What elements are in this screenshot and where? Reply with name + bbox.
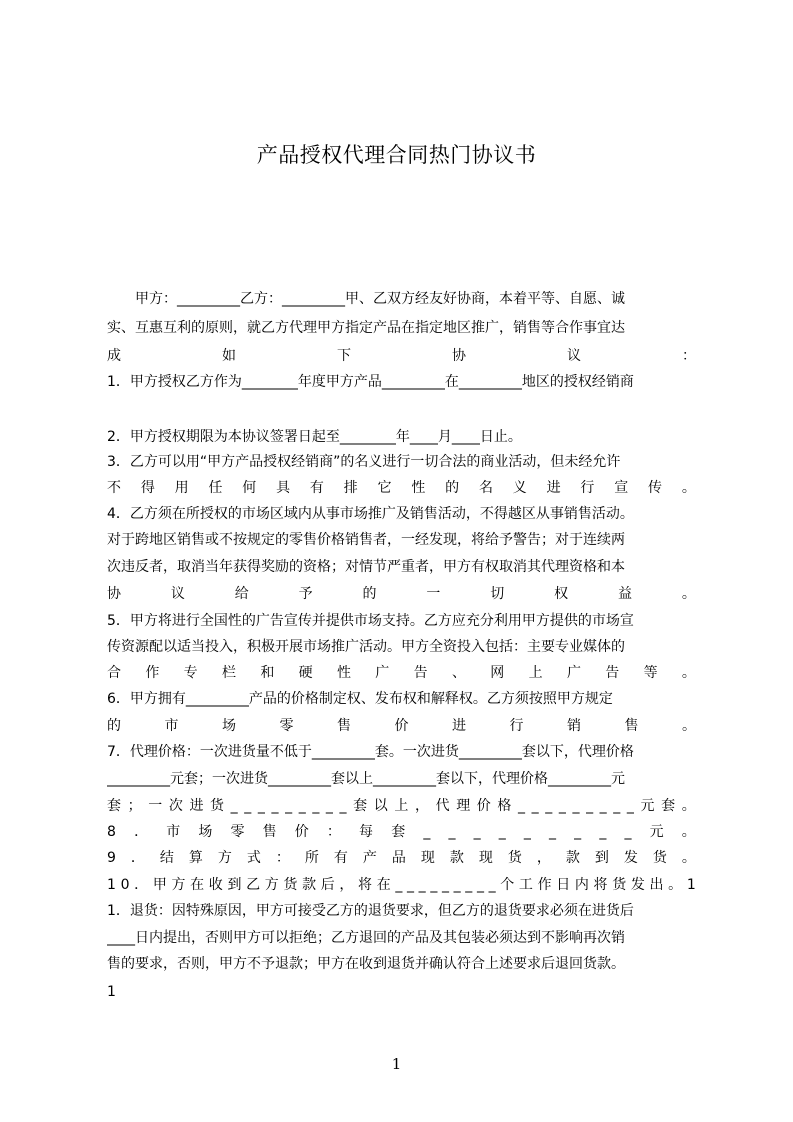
justified-char: _ <box>230 798 238 814</box>
justified-char: 货 <box>283 877 298 893</box>
justified-char: 一 <box>148 798 163 814</box>
justified-char: 每 <box>359 824 374 840</box>
justified-char: 款 <box>449 850 464 866</box>
justified-char: 结 <box>159 850 174 866</box>
justified-char: _ <box>574 824 582 840</box>
body-line-justified <box>107 581 696 607</box>
justified-char: 进 <box>189 798 204 814</box>
justified-char: 性 <box>411 480 426 496</box>
page-number: 1 <box>391 1055 402 1073</box>
justified-char: 硬 <box>298 665 313 681</box>
justified-char: 现 <box>478 850 493 866</box>
body-line: 1 <box>107 984 116 1000</box>
justified-char: 作 <box>145 665 160 681</box>
justified-char: _ <box>498 824 506 840</box>
justified-char: _ <box>465 877 473 893</box>
justified-char: ： <box>275 850 290 866</box>
justified-char: 销 <box>567 718 581 734</box>
justified-char: 告 <box>605 665 620 681</box>
justified-char: 宣 <box>614 480 629 496</box>
body-line: 4．乙方须在所授权的市场区域内从事市场推广及销售活动，不得越区从事销售活动。 <box>107 506 634 522</box>
justified-char: 格 <box>497 798 512 814</box>
justified-char: 得 <box>140 480 155 496</box>
justified-char: _ <box>441 877 449 893</box>
justified-char: 9 <box>107 850 116 866</box>
justified-char: _ <box>448 824 456 840</box>
justified-char: 具 <box>276 480 291 496</box>
justified-char: 、 <box>451 665 466 681</box>
justified-char: 如 <box>222 348 236 364</box>
justified-char: 元 <box>649 824 664 840</box>
justified-char: _ <box>298 798 306 814</box>
justified-char: ； <box>127 798 142 814</box>
justified-char: _ <box>453 877 461 893</box>
body-line-justified <box>107 660 696 686</box>
justified-char: _ <box>271 798 279 814</box>
justified-char: 。 <box>681 824 696 840</box>
body-line: 实、互惠互利的原则，就乙方代理甲方指定产品在指定地区推广，销售等合作事宜达 <box>107 320 625 336</box>
justified-char: _ <box>244 798 252 814</box>
body-line-justified <box>107 713 696 739</box>
justified-char: 。 <box>681 586 696 602</box>
justified-char: _ <box>549 824 557 840</box>
justified-char: 价 <box>476 798 491 814</box>
justified-char: 市 <box>164 718 179 734</box>
justified-char: _ <box>423 824 431 840</box>
body-line-justified <box>107 793 696 819</box>
justified-char: 货 <box>652 850 667 866</box>
justified-char: 的 <box>362 586 377 602</box>
justified-char: 内 <box>574 877 589 893</box>
justified-char: ， <box>536 850 551 866</box>
justified-char: 予 <box>298 586 313 602</box>
justified-char: 专 <box>183 665 198 681</box>
justified-char: 工 <box>518 877 533 893</box>
justified-char: 传 <box>648 480 662 496</box>
body-line: ____日内提出，否则甲方可以拒绝；乙方退回的产品及其包装必须达到不影响再次销 <box>107 930 625 946</box>
justified-char: 排 <box>343 480 358 496</box>
justified-char: 作 <box>537 877 552 893</box>
justified-char: 何 <box>242 480 257 496</box>
justified-char: _ <box>572 798 580 814</box>
justified-char: 套 <box>661 798 676 814</box>
justified-char: _ <box>257 798 265 814</box>
body-line: 售的要求，否则，甲方不予退款；甲方在收到退货并确认符合上述要求后退回货款。 <box>107 956 625 972</box>
body-line-justified <box>107 819 696 845</box>
justified-char: 市 <box>166 824 181 840</box>
justified-char: 代 <box>435 798 450 814</box>
justified-char: 货 <box>210 798 225 814</box>
justified-char: _ <box>430 877 438 893</box>
justified-char: 次 <box>168 798 183 814</box>
justified-char: 。 <box>668 877 683 893</box>
justified-char: 益 <box>618 586 632 602</box>
justified-char: _ <box>523 824 531 840</box>
justified-char: 给 <box>234 586 249 602</box>
body-line-justified <box>107 872 696 898</box>
body-line: 5．甲方将进行全国性的广告宣传并提供市场支持。乙方应充分利用甲方提供的市场宣 <box>107 613 634 629</box>
justified-char: _ <box>558 798 566 814</box>
justified-char: 协 <box>107 586 121 602</box>
justified-char: _ <box>339 798 347 814</box>
justified-char: 将 <box>593 877 608 893</box>
justified-char: 产 <box>362 850 377 866</box>
justified-char: 议 <box>567 348 581 364</box>
justified-char: 告 <box>413 665 428 681</box>
justified-char: 。 <box>681 798 696 814</box>
justified-char: 性 <box>336 665 351 681</box>
justified-char: ： <box>326 824 341 840</box>
justified-char: 行 <box>509 718 524 734</box>
justified-char: _ <box>285 798 293 814</box>
justified-char: 售 <box>624 718 639 734</box>
justified-char: 的 <box>445 480 460 496</box>
document-title: 产品授权代理合同热门协议书 <box>256 143 537 167</box>
justified-char: 一 <box>426 586 441 602</box>
justified-char: _ <box>586 798 594 814</box>
justified-char: 。 <box>681 850 696 866</box>
justified-char: 。 <box>681 480 696 496</box>
justified-char: 款 <box>565 850 580 866</box>
justified-char: 价 <box>394 718 409 734</box>
justified-char: 广 <box>375 665 390 681</box>
justified-char: 方 <box>217 850 232 866</box>
justified-char: 进 <box>546 480 561 496</box>
justified-char: 款 <box>302 877 317 893</box>
justified-char: 8 <box>107 824 116 840</box>
justified-char: 到 <box>594 850 609 866</box>
justified-char: 1 <box>107 877 116 893</box>
justified-char: 个 <box>500 877 515 893</box>
justified-char: 上 <box>394 798 409 814</box>
justified-char: 售 <box>337 718 351 734</box>
justified-char: _ <box>624 824 632 840</box>
justified-char: 算 <box>188 850 203 866</box>
justified-char: 权 <box>554 586 569 602</box>
body-line: 2．甲方授权期限为本协议签署日起至________年____月____日止。 <box>107 429 522 445</box>
justified-char: 收 <box>208 877 223 893</box>
justified-char: _ <box>407 877 414 893</box>
justified-char: _ <box>488 877 496 893</box>
justified-char: 下 <box>337 348 351 364</box>
justified-char: 式 <box>246 850 261 866</box>
justified-char: 元 <box>640 798 655 814</box>
justified-char: 货 <box>507 850 522 866</box>
justified-char: ． <box>134 877 149 893</box>
justified-char: 套 <box>353 798 368 814</box>
body-line-justified <box>107 845 696 871</box>
justified-char: 等 <box>643 665 658 681</box>
justified-char: 不 <box>107 480 121 496</box>
body-line: 次违反者，取消当年获得奖励的资格；对情节严重者，甲方有权取消其代理资格和本 <box>107 559 625 575</box>
justified-char: _ <box>325 798 333 814</box>
justified-char: _ <box>599 824 607 840</box>
justified-char: 所 <box>304 850 319 866</box>
justified-char: 0 <box>120 877 130 893</box>
justified-char: 网 <box>490 665 505 681</box>
justified-char: 日 <box>556 877 571 893</box>
justified-char: 1 <box>686 877 696 893</box>
justified-char: _ <box>518 798 526 814</box>
justified-char: ， <box>339 877 354 893</box>
justified-char: 场 <box>198 824 213 840</box>
justified-char: _ <box>626 798 634 814</box>
justified-char: 到 <box>227 877 242 893</box>
body-line: 6．甲方拥有_________产品的价格制定权、发布权和解释权。乙方须按照甲方规定 <box>107 691 613 707</box>
justified-char: 套 <box>107 798 121 814</box>
justified-char: _ <box>599 798 607 814</box>
justified-char: 后 <box>320 877 335 893</box>
justified-char: 义 <box>512 480 527 496</box>
justified-char: 售 <box>262 824 277 840</box>
justified-char: 用 <box>174 480 189 496</box>
justified-char: 协 <box>452 348 466 364</box>
justified-char: 任 <box>208 480 223 496</box>
justified-char: ， <box>414 798 429 814</box>
justified-char: 品 <box>391 850 406 866</box>
justified-char: 出 <box>649 877 664 893</box>
justified-char: 名 <box>478 480 493 496</box>
justified-char: _ <box>418 877 426 893</box>
justified-char: 的 <box>107 718 121 734</box>
justified-char: 和 <box>260 665 275 681</box>
justified-char: 在 <box>190 877 205 893</box>
justified-char: _ <box>545 798 553 814</box>
justified-char: 方 <box>171 877 186 893</box>
justified-char: 价 <box>294 824 309 840</box>
justified-char: _ <box>395 877 403 893</box>
justified-char: 乙 <box>246 877 261 893</box>
justified-char: 它 <box>377 480 392 496</box>
justified-char: 合 <box>107 665 121 681</box>
justified-char: ． <box>130 850 145 866</box>
justified-char: 甲 <box>152 877 167 893</box>
justified-char: 理 <box>456 798 471 814</box>
justified-char: _ <box>473 824 481 840</box>
body-line: 1．甲方授权乙方作为________年度甲方产品_________在_________地区的授权经销商 <box>107 374 634 390</box>
body-line: _________元套；一次进货_________套以上_________套以下，代理价格_________元 <box>107 771 625 787</box>
justified-char: 发 <box>623 850 638 866</box>
justified-char: ： <box>682 348 696 364</box>
justified-char: 现 <box>420 850 435 866</box>
justified-char: 在 <box>376 877 391 893</box>
justified-char: 。 <box>681 665 696 681</box>
body-line: 对于跨地区销售或不按规定的零售价格销售者，一经发现，将给予警告；对于连续两 <box>107 532 625 548</box>
justified-char: 上 <box>528 665 543 681</box>
justified-char: _ <box>476 877 484 893</box>
justified-char: 方 <box>264 877 279 893</box>
justified-char: 行 <box>580 480 595 496</box>
justified-char: 成 <box>107 348 121 364</box>
body-line: 甲方：_________乙方：_________甲、乙双方经友好协商，本着平等、自愿、诚 <box>107 291 625 307</box>
body-line-justified <box>107 343 696 369</box>
justified-char: _ <box>312 798 320 814</box>
justified-char: 发 <box>630 877 645 893</box>
justified-char: 切 <box>490 586 505 602</box>
body-line-justified <box>107 475 696 501</box>
justified-char: 套 <box>391 824 406 840</box>
justified-char: 有 <box>309 480 324 496</box>
justified-char: 栏 <box>221 665 236 681</box>
agreement-body <box>107 286 696 1006</box>
justified-char: 有 <box>333 850 348 866</box>
body-line: 3．乙方可以用“甲方产品授权经销商”的名义进行一切合法的商业活动，但未经允许 <box>107 454 621 470</box>
justified-char: 场 <box>222 718 236 734</box>
body-line: 1．退货：因特殊原因，甲方可接受乙方的退货要求，但乙方的退货要求必须在进货后 <box>107 903 634 919</box>
justified-char: 将 <box>358 877 373 893</box>
body-line: 7．代理价格：一次进货量不低于_________套。一次进货_________套以下，代理价格 <box>107 744 634 760</box>
justified-char: _ <box>531 798 539 814</box>
body-line: 传资源配以适当投入，积极开展市场推广活动。甲方全资投入包括：主要专业媒体的 <box>107 639 625 655</box>
body-line <box>107 398 696 424</box>
justified-char: ． <box>134 824 149 840</box>
justified-char: 零 <box>230 824 245 840</box>
justified-char: 进 <box>452 718 466 734</box>
justified-char: 广 <box>566 665 581 681</box>
justified-char: 议 <box>170 586 185 602</box>
justified-char: 零 <box>279 718 294 734</box>
justified-char: 以 <box>373 798 388 814</box>
justified-char: 。 <box>682 718 696 734</box>
justified-char: 货 <box>612 877 627 893</box>
justified-char: _ <box>613 798 621 814</box>
